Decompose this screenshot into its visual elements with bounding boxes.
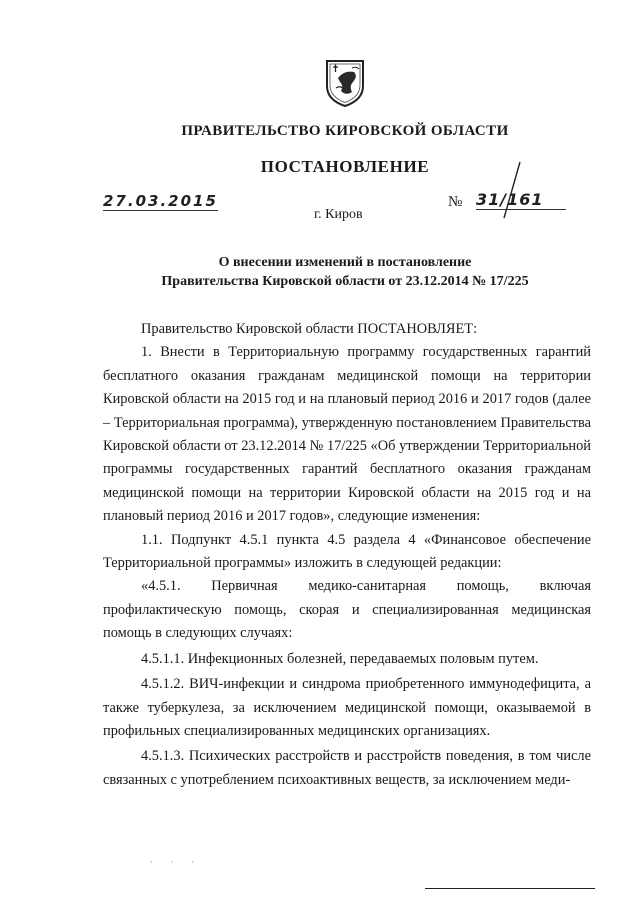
- government-title: ПРАВИТЕЛЬСТВО КИРОВСКОЙ ОБЛАСТИ: [181, 123, 509, 139]
- city-name: г. Киров: [314, 207, 363, 222]
- footer-line: [425, 888, 595, 889]
- subject-line-2: Правительства Кировской области от 23.12.2014 № 17/225: [161, 274, 529, 289]
- document-subject: [0, 253, 640, 291]
- scan-specks: · · ·: [150, 858, 202, 867]
- document-number: 31/161: [476, 190, 566, 210]
- subject-line-1: О внесении изменений в постановление: [218, 255, 472, 270]
- paragraph-4-5-1-2: 4.5.1.2. ВИЧ-инфекции и синдрома приобретенного иммунодефицита, а также туберкулеза, за исключением медицинской помощи, оказываемой в профильных специализированных медицинских организациях.: [103, 676, 591, 739]
- document-date: 27.03.2015: [103, 192, 218, 210]
- paragraph-4-5-1: «4.5.1. Первичная медико-санитарная помощь, включая профилактическую помощь, скорая и специализированная медицинская помощь в следующих случаях:: [103, 578, 591, 642]
- paragraph-4-5-1-3: 4.5.1.3. Психических расстройств и расстройств поведения, в том числе связанных с употреблением психоактивных веществ, за исключением меди-: [103, 748, 591, 788]
- paragraph-1-1: 1.1. Подпункт 4.5.1 пункта 4.5 раздела 4 «Финансовое обеспечение Территориальной программы» изложить в следующей редакции:: [103, 531, 591, 572]
- document-body: [103, 318, 591, 792]
- paragraph-4-5-1-1: 4.5.1.1. Инфекционных болезней, передаваемых половым путем.: [141, 650, 539, 667]
- document-type: ПОСТАНОВЛЕНИЕ: [260, 157, 430, 176]
- paragraph-1: 1. Внести в Территориальную программу государственных гарантий бесплатного оказания гражданам медицинской помощи на территории Кировской области на 2015 год и на плановый период 2016 и 2017 годов (далее – Территориальная программа), утвержденную постановлением Правительства Кировской области от 23.12.2014 № 17/225 «Об утверждении Территориальной программы государственных гарантий бесплатного оказания гражданам медицинской помощи на территории Кировской области на 2015 год и на плановый период 2016 и 2017 годов», следующие изменения:: [103, 344, 591, 525]
- handwritten-slash: [490, 160, 530, 220]
- number-label: №: [448, 194, 463, 210]
- coat-of-arms-icon: [324, 58, 366, 108]
- preamble: Правительство Кировской области ПОСТАНОВЛЯЕТ:: [141, 321, 478, 337]
